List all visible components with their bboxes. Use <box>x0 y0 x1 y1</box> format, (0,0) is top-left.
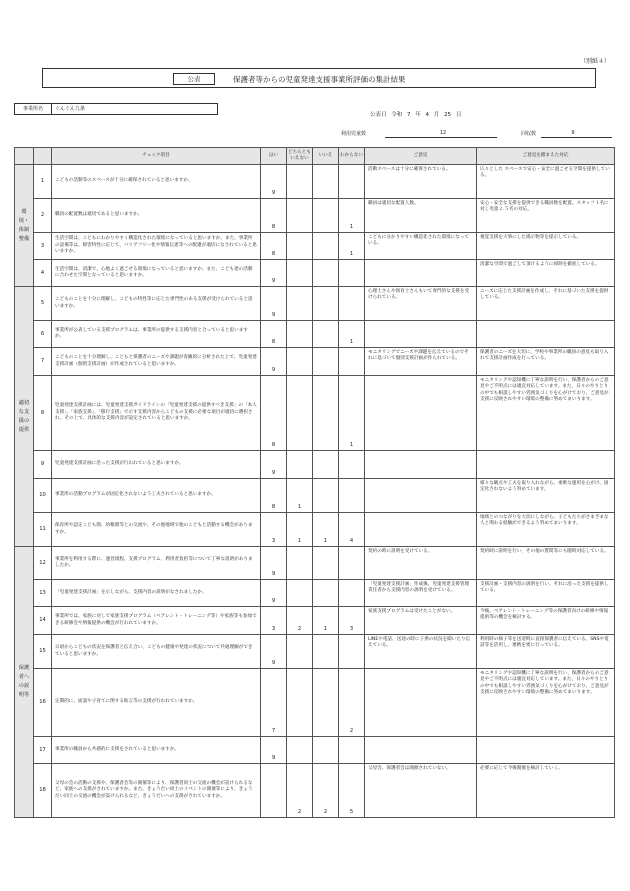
count-no <box>313 451 339 479</box>
response-cell: 利用時の様子等を送迎時に直接保護者に伝えている。SNSや電話等を活用し、連携を密に行っている。 <box>477 635 615 669</box>
count-no <box>313 547 339 580</box>
count-no <box>313 199 339 233</box>
opinion-cell <box>365 376 477 451</box>
response-cell: 視覚支援を大事にした掲示物等を提示している。 <box>477 233 615 260</box>
count-unknown: 1 <box>339 321 365 348</box>
response-cell: 様々な観点や工夫を取り入れながら、柔軟な運用を心がけ、固定化されないよう努めています。 <box>477 479 615 513</box>
check-item: 生活空間は、こどもにわかりやすく構造化された環境になっていると思いますか。また、事業所の設備等は、障害特性に応じて、バリアフリー化や情報伝達等への配慮が適切になされていると思いますか。 <box>52 233 261 260</box>
count-neither <box>287 260 313 287</box>
publication-month-unit: 月 <box>433 112 440 118</box>
check-item: 事業所の活動プログラムが固定化されないよう工夫されていると思いますか。 <box>52 479 261 513</box>
response-cell: 地域とのつながりを大切にしながら、子どもたちがさまざまな人と関わる経験ができるよう努めてまいります。 <box>477 513 615 547</box>
opinion-cell: 活動スペースは十分に確保されている。 <box>365 165 477 199</box>
responses-count-value: 9 <box>571 130 575 136</box>
response-cell: 清潔な空間で過ごして頂けるように掃除を徹底している。 <box>477 260 615 287</box>
row-number: 9 <box>34 451 52 479</box>
count-yes: 9 <box>261 635 287 669</box>
row-number: 16 <box>34 669 52 737</box>
row-number: 3 <box>34 233 52 260</box>
count-no <box>313 321 339 348</box>
count-unknown <box>339 547 365 580</box>
table-row <box>15 165 615 199</box>
count-neither <box>287 199 313 233</box>
header-number <box>34 148 52 165</box>
table-row <box>15 199 615 233</box>
table-body <box>15 165 615 818</box>
row-number: 8 <box>34 376 52 451</box>
responses-count-label: 回収数 <box>521 131 537 137</box>
count-neither <box>287 348 313 376</box>
count-yes: 8 <box>261 376 287 451</box>
count-neither <box>287 737 313 764</box>
users-count-underline <box>385 137 497 138</box>
table-row <box>15 669 615 737</box>
row-number: 4 <box>34 260 52 287</box>
opinion-cell: 心理士さんや保育士さんもいて専門的な支援を受けられている。 <box>365 287 477 321</box>
check-item: 父母の会の活動の支援や、保護者会等の開催等により、保護者同士の交流の機会が設けられるなど、家族への支援がされていますか。また、きょうだい同士のイベントの開催等により、きょうだい同士の交流の機会が設けられるなど、きょうだいへの支援がされていますか。 <box>52 764 261 818</box>
count-neither <box>287 669 313 737</box>
response-cell: モニタリングや認知機に丁寧な説明を行い、保護者からのご意見やご不明点には適宜対応しています。また、日々のやりとりの中でも相談しやすい雰囲気づくりを心がけており、ご意見が支援に反映されやすい環境の整備に努めてまいります。 <box>477 376 615 451</box>
check-item: こどものことを十分に理解し、こどもの特性等に応じた専門性のある支援が受けられていると思いますか。 <box>52 287 261 321</box>
count-neither: 2 <box>287 764 313 818</box>
office-name-value: ぐんぐん九条 <box>52 103 218 115</box>
count-neither <box>287 635 313 669</box>
publication-year-unit: 年 <box>415 112 421 118</box>
count-neither <box>287 287 313 321</box>
count-no: 1 <box>313 607 339 635</box>
response-counts <box>341 129 612 138</box>
opinion-cell <box>365 260 477 287</box>
check-item: 事業所が公表している支援プログラムは、事業所の提供する支援内容と合っていると思いますか。 <box>52 321 261 348</box>
opinion-cell <box>365 321 477 348</box>
count-no <box>313 348 339 376</box>
count-unknown <box>339 287 365 321</box>
opinion-cell: 職員は適切な配置人数。 <box>365 199 477 233</box>
check-item: 事業所では、家族に対して家族支援プログラム（ペアレント・トレーニング等）や家族等も参加できる研修会や情報提供の機会が行われていますか。 <box>52 607 261 635</box>
title-box <box>42 68 596 88</box>
check-item: 「児童発達支援計画」を示しながら、支援内容の説明がなされましたか。 <box>52 580 261 607</box>
users-count-label: 利用児童数 <box>341 131 367 137</box>
count-yes: 8 <box>261 321 287 348</box>
header-response: ご意見を踏まえた対応 <box>477 148 615 165</box>
response-cell <box>477 451 615 479</box>
count-yes: 3 <box>261 607 287 635</box>
evaluation-table <box>14 147 615 818</box>
publication-year: 7 <box>407 112 411 118</box>
row-number: 18 <box>34 764 52 818</box>
count-no <box>313 479 339 513</box>
count-unknown <box>339 580 365 607</box>
response-cell: 広々とした スペースで安心・安全に過ごせる空間を提供している。 <box>477 165 615 199</box>
page-title: 保護者等からの児童発達支援事業所評価の集計結果 <box>233 75 406 84</box>
count-yes: 9 <box>261 348 287 376</box>
check-item: こどもの活動等のスペースが十分に確保されていると思いますか。 <box>52 165 261 199</box>
publication-day: 25 <box>444 112 452 118</box>
count-no <box>313 260 339 287</box>
row-number: 2 <box>34 199 52 233</box>
opinion-cell <box>365 451 477 479</box>
section-label: 保護者への説明等 <box>15 547 34 818</box>
count-unknown: 1 <box>339 376 365 451</box>
count-unknown <box>339 635 365 669</box>
check-item: 児童発達支援計画には、児童発達支援ガイドラインの「児童発達支援の提供すべき支援」の「本人支援」、「家族支援」、「移行支援」で示す支援内容からこどもの支援に必要な項目が適切に選択され、その上で、具体的な支援内容が設定されていると思いますか。 <box>52 376 261 451</box>
opinion-cell <box>365 669 477 737</box>
count-neither: 1 <box>287 479 313 513</box>
publication-date <box>370 110 461 118</box>
table-row <box>15 764 615 818</box>
header-check-item: チェック項目 <box>52 148 261 165</box>
count-unknown: 2 <box>339 669 365 737</box>
row-number: 15 <box>34 635 52 669</box>
count-no <box>313 376 339 451</box>
publication-date-label: 公表日 <box>370 112 387 118</box>
opinion-cell: 家族支援プログラムは受けたことがない。 <box>365 607 477 635</box>
check-item: 事業所を利用する際に、運営規程、支援プログラム、利用者負担等について丁寧な説明がありましたか。 <box>52 547 261 580</box>
row-number: 5 <box>34 287 52 321</box>
row-number: 6 <box>34 321 52 348</box>
response-cell: 安心・安全な支援を提供できる職員数を配置。スタッフ１名に対し児童２.５名の対応。 <box>477 199 615 233</box>
count-unknown: 3 <box>339 607 365 635</box>
count-neither <box>287 376 313 451</box>
opinion-cell: こどもに分かりやすい構造化された環境になっている。 <box>365 233 477 260</box>
count-yes: 9 <box>261 260 287 287</box>
header-section <box>15 148 34 165</box>
table-row <box>15 376 615 451</box>
row-number: 17 <box>34 737 52 764</box>
check-item: 日頃からこどもの状況を保護者と伝え合い、こどもの健康や発達の状況について共通理解ができていると思いますか。 <box>52 635 261 669</box>
count-yes: 9 <box>261 737 287 764</box>
header-no: いいえ <box>313 148 339 165</box>
table-header-row <box>15 148 615 165</box>
office-name-label: 事業所名 <box>14 103 52 115</box>
count-unknown <box>339 165 365 199</box>
response-cell: 契約時に説明を行い、その他の質問等にも随時対応している。 <box>477 547 615 580</box>
opinion-cell: 契約の時に説明を受けている。 <box>365 547 477 580</box>
count-yes: 9 <box>261 451 287 479</box>
table-row <box>15 287 615 321</box>
header-unknown: わからない <box>339 148 365 165</box>
opinion-cell <box>365 737 477 764</box>
count-no <box>313 233 339 260</box>
table-row <box>15 260 615 287</box>
table-row <box>15 547 615 580</box>
count-neither <box>287 580 313 607</box>
row-number: 12 <box>34 547 52 580</box>
count-neither <box>287 451 313 479</box>
row-number: 11 <box>34 513 52 547</box>
form-number: （別紙４） <box>580 58 611 65</box>
table-row <box>15 348 615 376</box>
count-unknown: 5 <box>339 764 365 818</box>
count-yes: 9 <box>261 287 287 321</box>
count-yes: 8 <box>261 199 287 233</box>
response-cell: 保護者のニーズを大切に、学校や事業所の職員の意見も取り入れて支援計画作成を行っている。 <box>477 348 615 376</box>
check-item: 児童発達支援計画に沿った支援が行われていると思いますか。 <box>52 451 261 479</box>
check-item: 職員の配置数は適切であると思いますか。 <box>52 199 261 233</box>
count-no <box>313 737 339 764</box>
count-unknown <box>339 260 365 287</box>
response-cell: ニーズに応じた支援計画を作成し、それに基づいた支援を提供している。 <box>477 287 615 321</box>
table-row <box>15 321 615 348</box>
count-neither <box>287 233 313 260</box>
table-row <box>15 737 615 764</box>
response-cell: 今後、ペアレント・トレーニング等の保護者向けの研修や情報提供等の機会を検討する。 <box>477 607 615 635</box>
count-yes: 7 <box>261 669 287 737</box>
response-cell: 支援計画・支援内容の説明を行い、それに沿った支援を提供している。 <box>477 580 615 607</box>
row-number: 10 <box>34 479 52 513</box>
publication-day-unit: 日 <box>455 112 462 118</box>
count-yes: 3 <box>261 513 287 547</box>
opinion-cell: LINEや電話、送迎の時に子供の状況を聞いたり伝えている。 <box>365 635 477 669</box>
count-yes <box>261 764 287 818</box>
table-row <box>15 479 615 513</box>
count-yes: 9 <box>261 165 287 199</box>
count-yes: 8 <box>261 233 287 260</box>
responses-count-underline <box>541 137 612 138</box>
check-item: 保育所や認定こども園、幼稚園等との交流や、その他地域で他のこどもと活動する機会がありますか。 <box>52 513 261 547</box>
opinion-cell: 父母会、保護者会は開催されていない。 <box>365 764 477 818</box>
count-no <box>313 635 339 669</box>
count-neither <box>287 165 313 199</box>
row-number: 13 <box>34 580 52 607</box>
table-row <box>15 580 615 607</box>
opinion-cell: モニタリングでニーズや課題を伝えているのでそれに基づいて個別支援計画が作られている。 <box>365 348 477 376</box>
response-cell: 必要に応じて今後開催を検討していく。 <box>477 764 615 818</box>
count-no <box>313 165 339 199</box>
count-unknown: 4 <box>339 513 365 547</box>
count-unknown <box>339 479 365 513</box>
table-row <box>15 451 615 479</box>
users-count-value: 12 <box>439 130 447 136</box>
section-label: 環境・体制整備 <box>15 165 34 287</box>
count-unknown <box>339 348 365 376</box>
count-unknown <box>339 737 365 764</box>
section-label: 適切な支援の提供 <box>15 287 34 547</box>
table-row <box>15 635 615 669</box>
row-number: 1 <box>34 165 52 199</box>
count-no <box>313 287 339 321</box>
publication-month: 4 <box>425 112 430 118</box>
response-cell <box>477 737 615 764</box>
count-neither: 2 <box>287 607 313 635</box>
count-no <box>313 669 339 737</box>
row-number: 14 <box>34 607 52 635</box>
table-row <box>15 513 615 547</box>
check-item: こどものことを十分理解し、こどもと保護者のニーズや課題が客観的に分析された上で、児童発達支援計画（個別支援計画）が作成されていると思いますか。 <box>52 348 261 376</box>
table-row <box>15 233 615 260</box>
check-item: 事業所の職員から共感的に支援をされていると思いますか。 <box>52 737 261 764</box>
response-cell: モニタリングや認知機に丁寧な説明を行い、保護者からのご意見やご不明点には適宜対応しています。また、日々のやりとりの中でも相談しやすい雰囲気づくりを心がけており、ご意見が支援に反映されやすい環境の整備に努めてまいります。 <box>477 669 615 737</box>
count-unknown: 1 <box>339 233 365 260</box>
check-item: 生活空間は、清潔で、心地よく過ごせる環境になっていると思いますか。また、こども達の活動に合わせた空間となっていると思いますか。 <box>52 260 261 287</box>
header-yes: はい <box>261 148 287 165</box>
response-cell <box>477 321 615 348</box>
publication-era: 令和 <box>391 112 403 118</box>
count-unknown: 1 <box>339 199 365 233</box>
count-no: 1 <box>313 513 339 547</box>
count-no <box>313 580 339 607</box>
opinion-cell <box>365 513 477 547</box>
opinion-cell <box>365 479 477 513</box>
check-item: 定期的に、面談や子育てに関する助言等の支援が行われていますか。 <box>52 669 261 737</box>
header-opinion: ご意見 <box>365 148 477 165</box>
count-neither <box>287 321 313 348</box>
row-number: 7 <box>34 348 52 376</box>
count-neither: 1 <box>287 513 313 547</box>
count-no: 2 <box>313 764 339 818</box>
count-yes: 9 <box>261 547 287 580</box>
count-neither <box>287 547 313 580</box>
header-neither: どちらともいえない <box>287 148 313 165</box>
table-row <box>15 607 615 635</box>
count-yes: 9 <box>261 580 287 607</box>
count-unknown <box>339 451 365 479</box>
count-yes: 8 <box>261 479 287 513</box>
opinion-cell: 「児童発達支援計画」作成後、児童発達支援管理責任者から支援内容の説明を受けている。 <box>365 580 477 607</box>
public-tag: 公表 <box>173 73 215 85</box>
